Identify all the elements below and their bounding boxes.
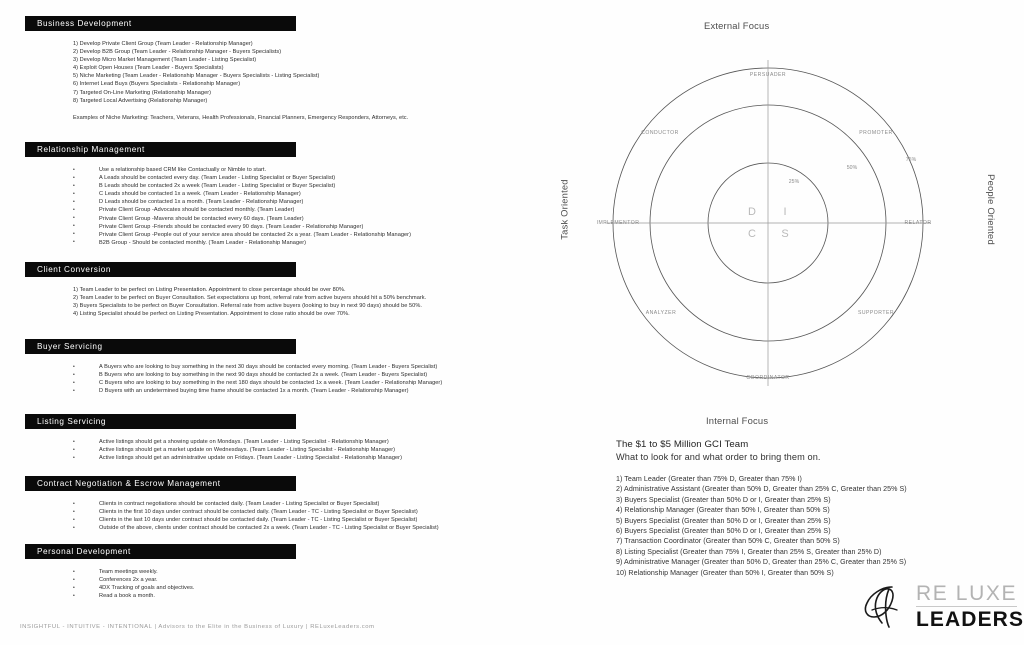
list-item: • C Buyers who are looking to buy something in the next 180 days should be contacted 1x a week. (Team Leader - Relationship Manager) bbox=[73, 379, 545, 387]
list-item: 8) Targeted Local Advertising (Relationship Manager) bbox=[73, 97, 208, 104]
section-relationship-management bbox=[25, 142, 545, 247]
list-item: 3) Develop Micro Market Management (Team Leader - Listing Specialist) bbox=[73, 57, 257, 64]
logo-line-re-luxe: RE LUXE bbox=[916, 582, 1018, 605]
list-item: • 4DX Tracking of goals and objectives. bbox=[73, 584, 545, 592]
ring-label-50: 50% bbox=[846, 165, 858, 171]
list-item: 1) Team Leader to be perfect on Listing Presentation. Appointment to close percentage should be over 80%. bbox=[73, 287, 346, 293]
disc-letter-c: C bbox=[748, 228, 756, 240]
ring-label-25: 25% bbox=[788, 179, 800, 185]
axis-label-internal-focus: Internal Focus bbox=[706, 415, 769, 426]
section-list-listing-servicing bbox=[25, 438, 545, 462]
section-list-buyer-servicing bbox=[25, 363, 545, 395]
style-label-promoter: PROMOTER bbox=[859, 130, 893, 136]
section-header-relationship-management: Relationship Management bbox=[25, 142, 296, 157]
list-item: • B Leads should be contacted 2x a week (Team Leader - Listing Specialist or Buyer Specialist) bbox=[73, 182, 545, 190]
section-body-buyer-servicing bbox=[25, 354, 545, 395]
axis-label-people-oriented: People Oriented bbox=[985, 174, 997, 245]
list-item: 4) Exploit Open Houses (Team Leader - Buyers Specialists) bbox=[73, 65, 224, 72]
list-item: • A Buyers who are looking to buy something in the next 30 days should be contacted every morning. (Team Leader - Buyers Specialist) bbox=[73, 363, 545, 371]
re-luxe-leaders-logo bbox=[858, 582, 1024, 631]
section-personal-development bbox=[25, 544, 545, 600]
gci-role-item: 8) Listing Specialist (Greater than 75% I, Greater than 25% S, Greater than 25% D) bbox=[616, 547, 882, 556]
gci-role-list bbox=[616, 474, 1016, 578]
style-label-conductor: CONDUCTOR bbox=[641, 130, 679, 136]
gci-role-item: 6) Buyers Specialist (Greater than 50% D or I, Greater than 25% S) bbox=[616, 527, 831, 536]
list-item: 5) Niche Marketing (Team Leader - Relationship Manager - Buyers Specialists - Listing Specialist) bbox=[73, 73, 320, 80]
gci-role-item: 10) Relationship Manager (Greater than 50% I, Greater than 50% S) bbox=[616, 568, 834, 577]
section-body-listing-servicing bbox=[25, 429, 545, 462]
axis-label-external-focus: External Focus bbox=[704, 20, 770, 31]
section-listing-servicing bbox=[25, 414, 545, 462]
section-list-business-development bbox=[25, 40, 545, 105]
list-item: • Active listings should get a market update on Wednesdays. (Team Leader - Listing Specialist - Relationship Manager) bbox=[73, 446, 545, 454]
list-item: • Private Client Group -Mavens should be contacted every 60 days. (Team Leader) bbox=[73, 215, 545, 223]
list-item: • D Leads should be contacted 1x a month. (Team Leader - Relationship Manager) bbox=[73, 198, 545, 206]
list-item: • Active listings should get a showing update on Mondays. (Team Leader - Listing Specialist - Relationship Manager) bbox=[73, 438, 545, 446]
style-label-implementor: IMPLEMENTOR bbox=[596, 220, 640, 226]
footer-tagline: INSIGHTFUL - INTUITIVE - INTENTIONAL | Advisors to the Elite in the Business of Luxury | RELuxeLeaders.com bbox=[20, 624, 375, 630]
list-item: • Private Client Group -Advocates should be contacted monthly. (Team Leader) bbox=[73, 206, 545, 214]
disc-diagram-svg bbox=[556, 8, 1024, 438]
disc-circle-diagram bbox=[556, 8, 1024, 438]
axis-label-task-oriented: Task Oriented bbox=[558, 179, 570, 240]
section-header-client-conversion: Client Conversion bbox=[25, 262, 296, 277]
list-item: • D Buyers with an undetermined buying time frame should be contacted 1x a month. (Team Leader - Relationship Manager) bbox=[73, 387, 545, 395]
gci-role-item: 1) Team Leader (Greater than 75% D, Greater than 75% I) bbox=[616, 475, 802, 483]
list-item: • Outside of the above, clients under contract should be contacted 2x a week. (Team Leader - TC - Listing Specialist or Buyer Specialist) bbox=[73, 524, 545, 532]
list-item: 3) Buyers Specialists to be perfect on Buyer Consultation. Referral rate from active buyers (looking to buy in next 90 days) should be 50%. bbox=[73, 303, 422, 310]
section-list-contract-negotiation-escrow-management bbox=[25, 500, 545, 532]
list-item: 7) Targeted On-Line Marketing (Relationship Manager) bbox=[73, 89, 212, 96]
section-header-contract-negotiation-escrow-management: Contract Negotiation & Escrow Management bbox=[25, 476, 296, 491]
section-contract-negotiation-escrow-management bbox=[25, 476, 545, 532]
gci-subtitle: What to look for and what order to bring them on. bbox=[616, 452, 821, 462]
disc-letter-s: S bbox=[781, 228, 789, 240]
section-note-business-development: Examples of Niche Marketing: Teachers, Veterans, Health Professionals, Financial Planners, Emergency Responders, Attorneys, etc. bbox=[73, 114, 409, 121]
ring-label-75: 75% bbox=[905, 157, 917, 163]
list-item: • B2B Group - Should be contacted monthly. (Team Leader - Relationship Manager) bbox=[73, 239, 545, 247]
section-header-buyer-servicing: Buyer Servicing bbox=[25, 339, 296, 354]
style-label-supporter: SUPPORTER bbox=[857, 310, 895, 316]
list-item: • Team meetings weekly. bbox=[73, 568, 545, 576]
gci-role-item: 9) Administrative Manager (Greater than 50% D, Greater than 25% C, Greater than 25% S) bbox=[616, 558, 907, 567]
gci-role-item: 5) Buyers Specialist (Greater than 50% D or I, Greater than 25% S) bbox=[616, 516, 831, 525]
style-label-coordinator: COORDINATOR bbox=[746, 375, 790, 381]
list-item: • Read a book a month. bbox=[73, 592, 545, 600]
gci-role-item: 4) Relationship Manager (Greater than 50% I, Greater than 50% S) bbox=[616, 506, 830, 515]
section-client-conversion bbox=[25, 262, 545, 318]
section-business-development bbox=[25, 16, 545, 122]
list-item: • Clients in the last 10 days under contract should be contacted daily. (Team Leader - TC - Listing Specialist or Buyer Specialist) bbox=[73, 516, 545, 524]
list-item: • Private Client Group -Friends should be contacted every 90 days. (Team Leader - Relationship Manager) bbox=[73, 223, 545, 231]
section-body-relationship-management bbox=[25, 157, 545, 247]
script-p-monogram-icon bbox=[858, 584, 910, 628]
gci-role-item: 2) Administrative Assistant (Greater than 50% D, Greater than 25% C, Greater than 25% S) bbox=[616, 485, 907, 494]
list-item: • C Leads should be contacted 1x a week. (Team Leader - Relationship Manager) bbox=[73, 190, 545, 198]
list-item: • Active listings should get an administrative update on Fridays. (Team Leader - Listing Specialist - Relationship Manager) bbox=[73, 454, 545, 462]
section-body-contract-negotiation-escrow-management bbox=[25, 491, 545, 532]
gci-role-item: 7) Transaction Coordinator (Greater than 50% C, Greater than 50% S) bbox=[616, 537, 840, 546]
section-list-relationship-management bbox=[25, 166, 545, 247]
list-item: 6) Internet Lead Buys (Buyers Specialists - Relationship Manager) bbox=[73, 81, 241, 88]
section-header-business-development: Business Development bbox=[25, 16, 296, 31]
list-item: • Clients in contract negotiations should be contacted daily. (Team Leader - Listing Specialist or Buyer Specialist) bbox=[73, 500, 545, 508]
logo-wordmark bbox=[916, 582, 1024, 631]
list-item: • Use a relationship based CRM like Contactually or Nimble to start. bbox=[73, 166, 545, 174]
gci-team-block bbox=[616, 438, 1016, 578]
style-label-analyzer: ANALYZER bbox=[645, 310, 677, 316]
list-item: 4) Listing Specialist should be perfect on Listing Presentation. Appointment to close ratio should be over 70%. bbox=[73, 311, 350, 318]
style-label-persuader: PERSUADER bbox=[749, 72, 787, 78]
section-header-personal-development: Personal Development bbox=[25, 544, 296, 559]
section-buyer-servicing bbox=[25, 339, 545, 395]
disc-letter-i: I bbox=[783, 206, 787, 218]
list-item: 2) Team Leader to be perfect on Buyer Consultation. Set expectations up front, referral rate from active buyers should hit a 50% benchmark. bbox=[73, 295, 427, 302]
section-header-listing-servicing: Listing Servicing bbox=[25, 414, 296, 429]
list-item: 2) Develop B2B Group (Team Leader - Relationship Manager - Buyers Specialists) bbox=[73, 49, 282, 56]
section-list-client-conversion bbox=[25, 286, 545, 318]
section-body-business-development bbox=[25, 31, 545, 122]
list-item: • B Buyers who are looking to buy something in the next 90 days should be contacted 2x a week. (Team Leader - Buyers Specialist) bbox=[73, 371, 545, 379]
style-label-relator: RELATOR bbox=[904, 220, 932, 226]
list-item: • A Leads should be contacted every day. (Team Leader - Listing Specialist or Buyer Specialist) bbox=[73, 174, 545, 182]
list-item: • Private Client Group -People out of your service area should be contacted 2x a year. (Team Leader - Relationship Manager) bbox=[73, 231, 545, 239]
section-body-personal-development bbox=[25, 559, 545, 600]
logo-line-leaders: LEADERS bbox=[916, 608, 1024, 631]
list-item: 1) Develop Private Client Group (Team Leader - Relationship Manager) bbox=[73, 41, 253, 47]
section-list-personal-development bbox=[25, 568, 545, 600]
list-item: • Clients in the first 10 days under contract should be contacted daily. (Team Leader - TC - Listing Specialist or Buyer Specialist) bbox=[73, 508, 545, 516]
disc-letter-d: D bbox=[748, 206, 756, 218]
gci-title: The $1 to $5 Million GCI Team bbox=[616, 439, 749, 450]
list-item: • Conferences 2x a year. bbox=[73, 576, 545, 584]
gci-role-item: 3) Buyers Specialist (Greater than 50% D or I, Greater than 25% S) bbox=[616, 495, 831, 504]
section-body-client-conversion bbox=[25, 277, 545, 318]
